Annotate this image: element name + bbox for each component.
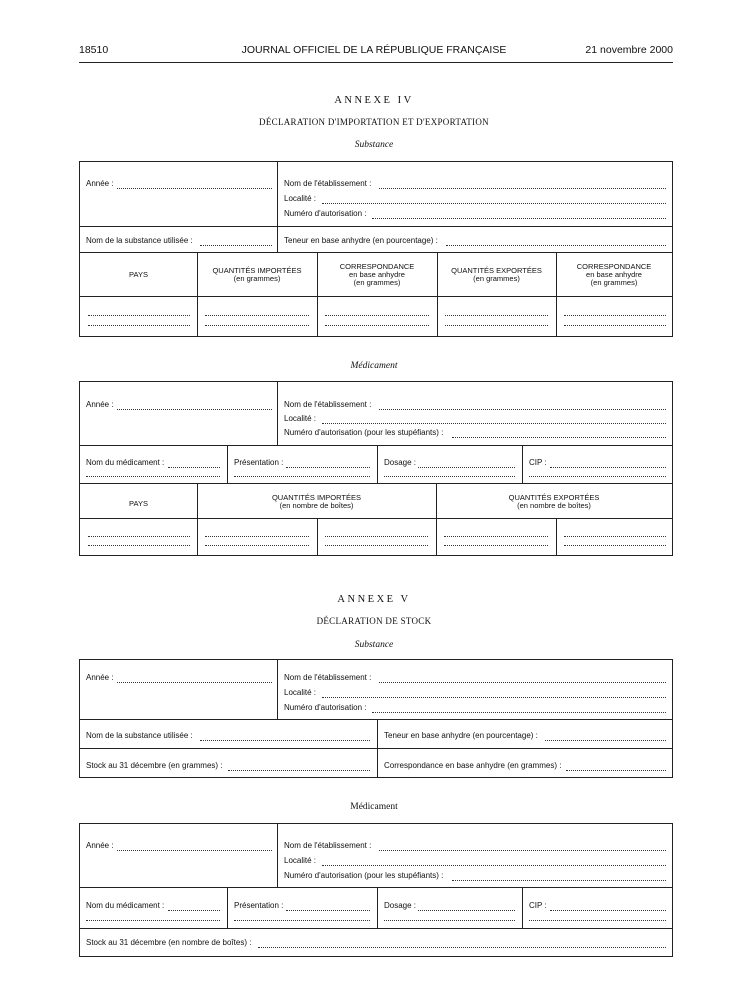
nom-medicament-label: Nom du médicament : [86,458,165,467]
localite-field[interactable] [322,422,666,424]
presentation-field-2[interactable] [234,919,370,921]
nom-etablissement-field[interactable] [379,681,666,683]
annexe-iv-subtitle: DÉCLARATION D'IMPORTATION ET D'EXPORTATION [259,117,489,127]
presentation-field-2[interactable] [234,475,370,477]
nom-medicament-field[interactable] [168,466,220,468]
localite-label: Localité : [284,194,317,203]
stock-label: Stock au 31 décembre (en nombre de boîtes) : [86,938,252,947]
teneur-field[interactable] [446,244,666,246]
teneur-field[interactable] [545,739,666,741]
numero-autorisation-field[interactable] [372,711,666,713]
annexe-iv-medicament-form [79,381,673,556]
cip-field[interactable] [550,909,666,911]
nom-medicament-field-2[interactable] [86,919,220,921]
annexe-v-title: ANNEXE V [337,594,411,605]
presentation-field[interactable] [286,909,370,911]
annee-label: Année : [86,673,114,682]
presentation-label: Présentation : [234,458,284,467]
quantites-importees-entry[interactable] [205,535,309,537]
nom-substance-field[interactable] [200,739,370,741]
pays-entry[interactable] [88,324,190,326]
localite-field[interactable] [322,202,666,204]
annexe-iv-title: ANNEXE IV [334,95,414,106]
col-pays: PAYS [129,270,148,279]
col-quantites-exportees: QUANTITÉS EXPORTÉES (en grammes) [451,266,542,283]
cip-field-2[interactable] [529,919,666,921]
nom-etablissement-field[interactable] [379,187,666,189]
presentation-label: Présentation : [234,901,284,910]
quantites-exportees-entry[interactable] [564,535,666,537]
annee-label: Année : [86,841,114,850]
header-rule [79,62,673,63]
quantites-exportees-entry[interactable] [564,544,666,546]
journal-title: JOURNAL OFFICIEL DE LA RÉPUBLIQUE FRANÇAISE [241,44,507,56]
annexe-v-medicament-heading: Médicament [350,802,398,812]
quantites-exportees-entry[interactable] [445,324,548,326]
stock-field[interactable] [228,769,370,771]
presentation-field[interactable] [286,466,370,468]
localite-field[interactable] [322,864,666,866]
stock-label: Stock au 31 décembre (en grammes) : [86,761,223,770]
correspondance-export-entry[interactable] [564,314,666,316]
annexe-v-subtitle: DÉCLARATION DE STOCK [316,616,432,626]
localite-field[interactable] [322,696,666,698]
pays-entry[interactable] [88,544,190,546]
annexe-iv-substance-form [79,161,673,337]
localite-label: Localité : [284,414,317,423]
cip-label: CIP : [529,458,547,467]
stock-field[interactable] [258,946,666,948]
correspondance-export-entry[interactable] [564,324,666,326]
dosage-field-2[interactable] [384,475,515,477]
annexe-iv-substance-heading: Substance [354,140,394,150]
numero-autorisation-label: Numéro d'autorisation (pour les stupéfiants) : [284,428,444,437]
dosage-label: Dosage : [384,901,417,910]
col-quantites-importees: QUANTITÉS IMPORTÉES (en grammes) [212,266,302,283]
dosage-label: Dosage : [384,458,417,467]
annexe-v-medicament-form [79,823,673,957]
pays-entry[interactable] [88,314,190,316]
quantites-exportees-entry[interactable] [445,314,548,316]
quantites-importees-entry[interactable] [325,544,428,546]
annee-label: Année : [86,179,114,188]
dosage-field[interactable] [418,466,515,468]
numero-autorisation-field[interactable] [452,879,666,881]
correspondance-label: Correspondance en base anhydre (en grammes) : [384,761,562,770]
dosage-field-2[interactable] [384,919,515,921]
nom-etablissement-label: Nom de l'établissement : [284,841,372,850]
quantites-importees-entry[interactable] [205,544,309,546]
annee-field[interactable] [117,849,272,851]
localite-label: Localité : [284,856,317,865]
col-quantites-exportees: QUANTITÉS EXPORTÉES (en nombre de boîtes) [508,493,600,510]
numero-autorisation-label: Numéro d'autorisation : [284,703,367,712]
dosage-field[interactable] [418,909,515,911]
page-number: 18510 [79,44,109,56]
nom-etablissement-label: Nom de l'établissement : [284,673,372,682]
cip-field-2[interactable] [529,475,666,477]
nom-substance-label: Nom de la substance utilisée : [86,731,193,740]
annee-field[interactable] [117,681,272,683]
pays-entry[interactable] [88,535,190,537]
teneur-label: Teneur en base anhydre (en pourcentage) : [284,236,438,245]
correspondance-import-entry[interactable] [325,314,429,316]
quantites-importees-entry[interactable] [205,324,309,326]
annexe-v-substance-heading: Substance [354,640,394,650]
nom-medicament-label: Nom du médicament : [86,901,165,910]
quantites-exportees-entry[interactable] [444,535,548,537]
nom-etablissement-field[interactable] [379,849,666,851]
correspondance-import-entry[interactable] [325,324,429,326]
teneur-label: Teneur en base anhydre (en pourcentage) : [384,731,538,740]
numero-autorisation-field[interactable] [452,436,666,438]
numero-autorisation-label: Numéro d'autorisation (pour les stupéfiants) : [284,871,444,880]
issue-date: 21 novembre 2000 [585,44,673,56]
quantites-importees-entry[interactable] [325,535,428,537]
correspondance-field[interactable] [566,769,666,771]
col-quantites-importees: QUANTITÉS IMPORTÉES (en nombre de boîtes) [271,493,362,510]
quantites-importees-entry[interactable] [205,314,309,316]
quantites-exportees-entry[interactable] [444,544,548,546]
annee-field[interactable] [117,408,272,410]
nom-medicament-field[interactable] [168,909,220,911]
cip-label: CIP : [529,901,547,910]
nom-etablissement-label: Nom de l'établissement : [284,179,372,188]
numero-autorisation-field[interactable] [372,217,666,219]
localite-label: Localité : [284,688,317,697]
col-correspondance-import: CORRESPONDANCE en base anhydre (en grammes) [339,262,415,287]
nom-substance-label: Nom de la substance utilisée : [86,236,193,245]
numero-autorisation-label: Numéro d'autorisation : [284,209,367,218]
cip-field[interactable] [550,466,666,468]
col-pays: PAYS [129,499,148,508]
nom-substance-field[interactable] [200,244,272,246]
annee-field[interactable] [117,187,272,189]
annexe-v-substance-form [79,659,673,778]
annexe-iv-medicament-heading: Médicament [350,361,398,371]
annee-label: Année : [86,400,114,409]
nom-etablissement-label: Nom de l'établissement : [284,400,372,409]
col-correspondance-export: CORRESPONDANCE en base anhydre (en grammes) [576,262,652,287]
nom-medicament-field-2[interactable] [86,475,220,477]
nom-etablissement-field[interactable] [379,408,666,410]
